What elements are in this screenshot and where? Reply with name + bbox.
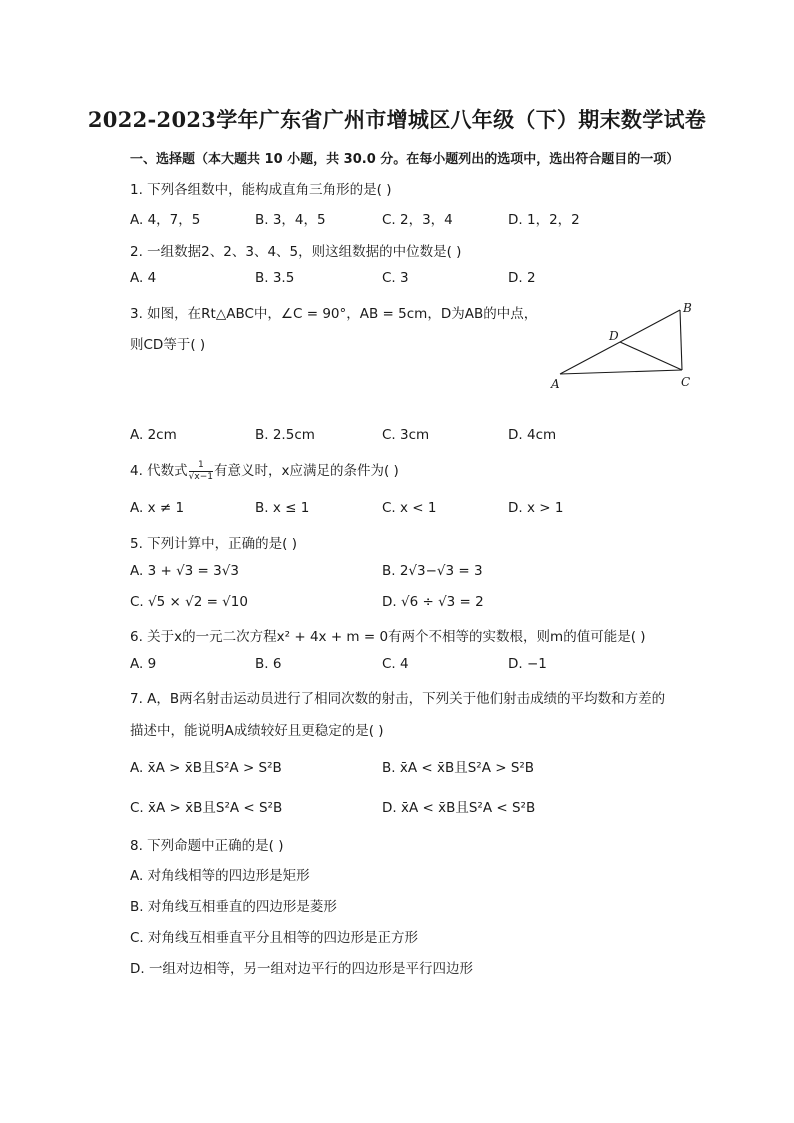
q8-option-a: A. 对角线相等的四边形是矩形 — [130, 868, 310, 884]
q8-option-d: D. 一组对边相等，另一组对边平行的四边形是平行四边形 — [130, 961, 473, 977]
q4-fraction-numerator: 1 — [189, 461, 213, 472]
q3-option-a: A. 2cm — [130, 427, 177, 443]
q2-option-a: A. 4 — [130, 270, 157, 286]
label-b: B — [683, 301, 692, 315]
q4-fraction — [189, 461, 213, 482]
q1-option-c: C. 2，3，4 — [382, 212, 453, 228]
q4-option-b: B. x ≤ 1 — [255, 500, 310, 516]
q7-option-c: C. x̄A > x̄B且S²A < S²B — [130, 800, 283, 816]
section-heading: 一、选择题（本大题共 10 小题，共 30.0 分。在每小题列出的选项中，选出符合题目的一项） — [130, 152, 680, 167]
q3-option-d: D. 4cm — [508, 427, 557, 443]
q3-option-c: C. 3cm — [382, 427, 430, 443]
q4-prefix: 4. 代数式 — [130, 463, 188, 479]
question-4-stem — [130, 459, 399, 482]
q4-suffix: 有意义时，x应满足的条件为( ) — [214, 463, 399, 479]
label-d: D — [609, 329, 619, 343]
page-title: 2022-2023学年广东省广州市增城区八年级（下）期末数学试卷 — [87, 107, 707, 132]
question-3-stem-line2: 则CD等于( ) — [130, 337, 206, 353]
q5-option-d: D. √6 ÷ √3 = 2 — [382, 594, 484, 610]
question-3-stem-line1: 3. 如图，在Rt△ABC中，∠C = 90°，AB = 5cm，D为AB的中点， — [130, 306, 538, 322]
question-5-stem: 5. 下列计算中，正确的是( ) — [130, 536, 297, 552]
q4-option-a: A. x ≠ 1 — [130, 500, 185, 516]
q3-option-b: B. 2.5cm — [255, 427, 315, 443]
segment-cd — [620, 342, 682, 370]
q8-option-b: B. 对角线互相垂直的四边形是菱形 — [130, 899, 337, 915]
question-7-stem-line2: 描述中，能说明A成绩较好且更稳定的是( ) — [130, 723, 384, 739]
label-a: A — [551, 377, 560, 391]
side-bc — [680, 310, 682, 370]
question-7-stem-line1: 7. A，B两名射击运动员进行了相同次数的射击，下列关于他们射击成绩的平均数和方差的 — [130, 691, 666, 707]
q1-option-a: A. 4，7，5 — [130, 212, 201, 228]
triangle-figure — [545, 296, 705, 396]
q2-option-d: D. 2 — [508, 270, 536, 286]
question-1-stem: 1. 下列各组数中，能构成直角三角形的是( ) — [130, 182, 392, 198]
question-6-stem: 6. 关于x的一元二次方程x² + 4x + m = 0有两个不相等的实数根，则m的值可能是( ) — [130, 629, 646, 645]
q2-option-b: B. 3.5 — [255, 270, 295, 286]
q4-option-d: D. x > 1 — [508, 500, 564, 516]
q6-option-c: C. 4 — [382, 656, 409, 672]
q7-option-d: D. x̄A < x̄B且S²A < S²B — [382, 800, 536, 816]
q1-option-d: D. 1，2，2 — [508, 212, 580, 228]
side-ac — [560, 370, 682, 374]
question-8-stem: 8. 下列命题中正确的是( ) — [130, 838, 284, 854]
q6-option-d: D. −1 — [508, 656, 547, 672]
q7-option-a: A. x̄A > x̄B且S²A > S²B — [130, 760, 282, 776]
q2-option-c: C. 3 — [382, 270, 409, 286]
question-2-stem: 2. 一组数据2、2、3、4、5，则这组数据的中位数是( ) — [130, 244, 462, 260]
q8-option-c: C. 对角线互相垂直平分且相等的四边形是正方形 — [130, 930, 419, 946]
q5-option-b: B. 2√3−√3 = 3 — [382, 563, 483, 579]
q4-fraction-denominator: √x−1 — [188, 471, 213, 482]
q1-option-b: B. 3，4，5 — [255, 212, 326, 228]
q7-option-b: B. x̄A < x̄B且S²A > S²B — [382, 760, 535, 776]
q5-option-a: A. 3 + √3 = 3√3 — [130, 563, 239, 579]
q5-option-c: C. √5 × √2 = √10 — [130, 594, 248, 610]
q4-option-c: C. x < 1 — [382, 500, 437, 516]
q6-option-a: A. 9 — [130, 656, 157, 672]
q6-option-b: B. 6 — [255, 656, 282, 672]
label-c: C — [681, 375, 691, 389]
